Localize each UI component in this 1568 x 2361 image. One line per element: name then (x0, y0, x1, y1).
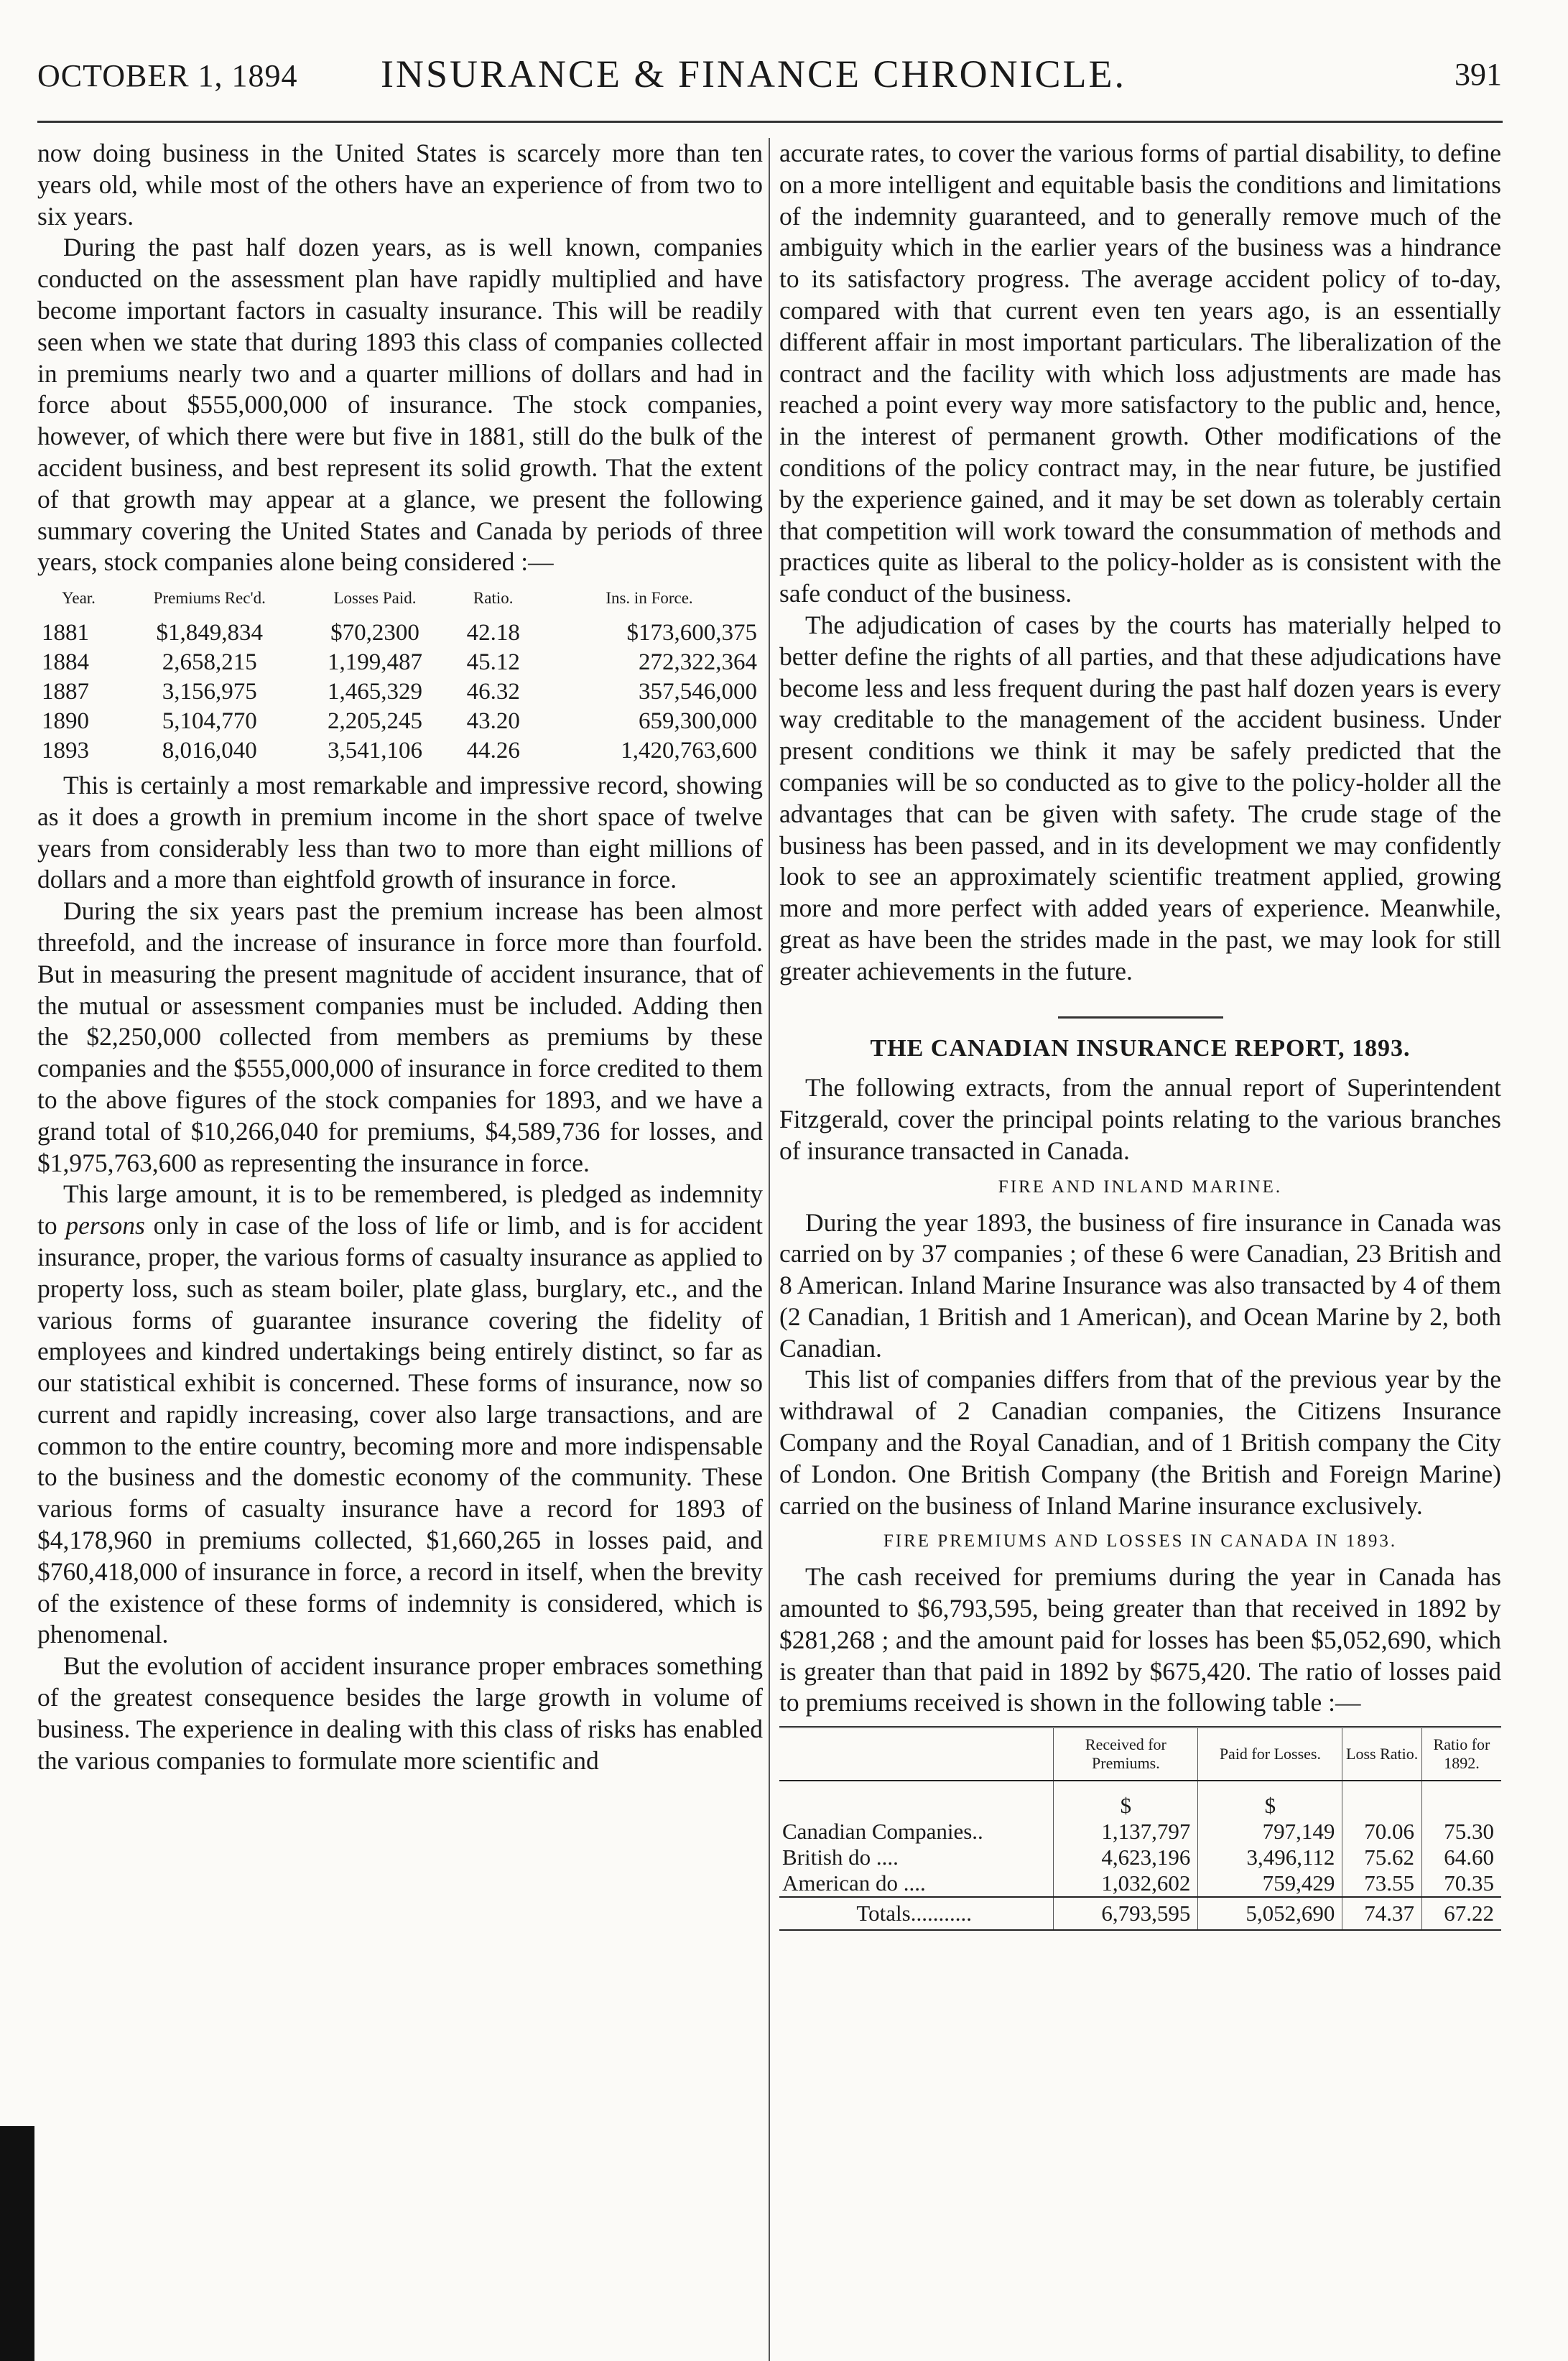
paragraph: accurate rates, to cover the various forms of partial disability, to define on a more intelligent and equitable basis the conditions and limitations of the indemnity guaranteed, and to generally remove much of the ambiguity which in the earlier years of the business was a hindrance to its satisfactory progress. The average accident policy of to-day, compared with that current even ten years ago, is an essentially different affair in most important particulars. The liberalization of the contract and the facility with which loss adjustments are made has reached a point every way more satisfactory to the public and, hence, in the interest of permanent growth. Other modifications of the conditions of the policy contract may, in the near future, be justified by the experience gained, and it may be set down as tolerably certain that competition will work toward the consummation of methods and practices quite as liberal to the policy-holder as is consistent with the safe conduct of the business. (779, 139, 1501, 608)
paragraph (37, 1179, 763, 1651)
table-cell: 1,420,763,600 (621, 737, 757, 764)
subheading: FIRE PREMIUMS AND LOSSES IN CANADA IN 1893. (883, 1531, 1398, 1551)
table-cell: 3,496,112 (1198, 1845, 1342, 1870)
table-cell: $70,2300 (330, 619, 419, 646)
subheading: FIRE AND INLAND MARINE. (998, 1177, 1283, 1197)
table-cell: 70.35 (1421, 1870, 1501, 1897)
emphasis: persons (65, 1211, 145, 1240)
section-title: THE CANADIAN INSURANCE REPORT, 1893. (870, 1034, 1411, 1062)
premiums-table-header (779, 1727, 1501, 1781)
paragraph: This is certainly a most remarkable and impressive record, showing as it does a growth in premium income in the short space of twelve years from considerably less than two to more than eight millions of dollars and a more than eightfold growth of insurance in force. (37, 770, 763, 894)
table-cell: American do .... (782, 1870, 926, 1896)
table-row (779, 1870, 1501, 1897)
column-header: Losses Paid. (333, 589, 417, 608)
table-cell: 75.62 (1342, 1845, 1422, 1870)
table-cell: Canadian Companies.. (782, 1819, 983, 1845)
table-cell: 272,322,364 (639, 649, 757, 675)
table-cell: $173,600,375 (626, 619, 757, 646)
table-cell: 1884 (42, 649, 89, 675)
table-cell: 1893 (42, 737, 89, 764)
table-cell: $ (1054, 1781, 1198, 1819)
table-cell: 1,465,329 (327, 678, 422, 705)
totals-row (779, 1897, 1501, 1930)
table-cell: 1887 (42, 678, 89, 705)
table-row (779, 1845, 1501, 1870)
column-header (779, 1727, 1054, 1781)
table-cell: 70.06 (1342, 1819, 1422, 1845)
premiums-losses-table (779, 1726, 1501, 1931)
column-header: Paid for Losses. (1198, 1727, 1342, 1781)
table-cell: 74.37 (1342, 1897, 1422, 1930)
page-number: 391 (1455, 57, 1502, 92)
column-header: Received for Premiums. (1054, 1727, 1198, 1781)
table-cell: 45.12 (466, 649, 520, 675)
table-row (37, 707, 763, 736)
table-cell: Totals........... (779, 1897, 1054, 1930)
table-cell: 1890 (42, 708, 89, 734)
paragraph: This list of companies differs from that of the previous year by the withdrawal of 2 Canadian companies, the Citizens Insurance Company and the Royal Canadian, and of 1 British company the City of London. One British Company (the British and Foreign Marine) carried on the business of Inland Marine insurance exclusively. (779, 1365, 1501, 1520)
table-cell: 3,541,106 (327, 737, 422, 764)
text-run: only in case of the loss of life or limb, and is for accident insurance, proper, the various forms of casualty insurance as applied to property loss, such as steam boiler, plate glass, burglary, etc., and the various forms of guarantee insurance covering the fidelity of employees and kindred undertakings being entirely distinct, so far as our statistical exhibit is concerned. These forms of insurance, now so current and rapidly increasing, cover also large transactions, and are common to the entire country, becoming more and more indispensable to the business and the domestic economy of the community. These various forms of casualty insurance have a record for 1893 of $4,178,960 in premiums collected, $1,660,265 in losses paid, and $760,418,000 of insurance in force, a record in itself, when the brevity of the existence of these forms of indemnity is considered, which is phenomenal. (37, 1211, 763, 1649)
table-cell: 44.26 (466, 737, 520, 764)
table-cell (1342, 1781, 1422, 1819)
table-cell: $ (1198, 1781, 1342, 1819)
table-cell: 659,300,000 (639, 708, 757, 734)
scan-edge-shadow (0, 2126, 34, 2361)
table-cell (1421, 1781, 1501, 1819)
table-cell: 1,137,797 (1054, 1819, 1198, 1845)
table-cell: 42.18 (466, 619, 520, 646)
table-cell: 2,658,215 (162, 649, 257, 675)
table-cell: 6,793,595 (1054, 1897, 1198, 1930)
column-header: Loss Ratio. (1342, 1727, 1422, 1781)
table-cell: 73.55 (1342, 1870, 1422, 1897)
table-cell: 4,623,196 (1054, 1845, 1198, 1870)
paragraph: But the evolution of accident insurance proper embraces something of the greatest consequence besides the large growth in volume of business. The experience in dealing with this class of risks has enabled the various companies to formulate more scientific and (37, 1651, 763, 1775)
table-cell: 67.22 (1421, 1897, 1501, 1930)
table-cell: 1881 (42, 619, 89, 646)
table-cell: 1,032,602 (1054, 1870, 1198, 1897)
column-header: Premiums Rec'd. (153, 589, 266, 608)
column-header: Ratio for 1892. (1421, 1727, 1501, 1781)
text-run: This large amount, it is to be remembered, is pledged as indemnity to (37, 1179, 763, 1240)
table-cell: 759,429 (1198, 1870, 1342, 1897)
section-rule (1058, 1016, 1223, 1019)
paragraph: The adjudication of cases by the courts has materially helped to better define the rights of all parties, and that these adjudications have become less and less frequent during the past half dozen years is every way creditable to the management of the accident business. Under present conditions we think it may be safely predicted that the companies will be so conducted as to give to the policy-holder all the advantages that can be given with safety. The crude stage of the business has been passed, and in its development we may confidently look to see an approximately scientific treatment applied, growing more and more perfect with added years of experience. Meanwhile, great as have been the strides made in the past, we may look for still greater achievements in the future. (779, 610, 1501, 985)
left-column (37, 138, 763, 1776)
paragraph: During the year 1893, the business of fire insurance in Canada was carried on by 37 companies ; of these 6 were Canadian, 23 British and 8 American. Inland Marine Insurance was also transacted by 4 of them (2 Canadian, 1 British and 1 American), and Ocean Marine by 2, both Canadian. (779, 1207, 1501, 1363)
table-cell: 5,104,770 (162, 708, 257, 734)
table-cell: 2,205,245 (327, 708, 422, 734)
summary-table (37, 581, 763, 766)
table-cell: 797,149 (1198, 1819, 1342, 1845)
table-row (37, 648, 763, 677)
table-cell: 5,052,690 (1198, 1897, 1342, 1930)
table-cell: 43.20 (466, 708, 520, 734)
publication-title: INSURANCE & FINANCE CHRONICLE. (381, 52, 1127, 96)
table-row (37, 736, 763, 766)
table-cell: $1,849,834 (156, 619, 264, 646)
summary-table-header (37, 581, 763, 618)
paragraph: The following extracts, from the annual report of Superintendent Fitzgerald, cover the principal points relating to the various branches of insurance transacted in Canada. (779, 1073, 1501, 1165)
table-cell: 1,199,487 (327, 649, 422, 675)
table-cell: 3,156,975 (162, 678, 257, 705)
paragraph: now doing business in the United States is scarcely more than ten years old, while most of the others have an experience of from two to six years. (37, 139, 763, 231)
issue-date: OCTOBER 1, 1894 (37, 58, 298, 93)
column-header: Ins. in Force. (606, 589, 693, 608)
table-row (37, 677, 763, 707)
table-cell: 46.32 (466, 678, 520, 705)
header-rule (37, 121, 1503, 123)
right-column (779, 138, 1501, 1931)
table-cell: 64.60 (1421, 1845, 1501, 1870)
table-row (37, 618, 763, 648)
paragraph: During the six years past the premium increase has been almost threefold, and the increase of insurance in force more than fourfold. But in measuring the present magnitude of accident insurance, that of the mutual or assessment companies must be included. Adding then the $2,250,000 collected from members as premiums by these companies and the $555,000,000 of insurance in force credited to them to the above figures of the stock companies for 1893, and we have a grand total of $10,266,040 for premiums, $4,589,736 for losses, and $1,975,763,600 as representing the insurance in force. (37, 896, 763, 1177)
currency-row (779, 1781, 1501, 1819)
paragraph: During the past half dozen years, as is well known, companies conducted on the assessment plan have rapidly multiplied and have become important factors in casualty insurance. This will be readily seen when we state that during 1893 this class of companies collected in premiums nearly two and a quarter millions of dollars and had in force about $555,000,000 of insurance. The stock companies, however, of which there were but five in 1881, still do the bulk of the accident business, and best represent its solid growth. That the extent of that growth may appear at a glance, we present the following summary covering the United States and Canada by periods of three years, stock companies alone being considered :— (37, 233, 763, 577)
table-cell: British do .... (782, 1845, 899, 1870)
column-header: Year. (62, 589, 96, 608)
table-cell: 357,546,000 (639, 678, 757, 705)
column-divider (769, 138, 770, 2361)
column-header: Ratio. (473, 589, 514, 608)
table-cell: 8,016,040 (162, 737, 257, 764)
page-header (0, 52, 1568, 109)
paragraph: The cash received for premiums during the year in Canada has amounted to $6,793,595, being greater than that received in 1892 by $281,268 ; and the amount paid for losses has been $5,052,690, which is greater than that paid in 1892 by $675,420. The ratio of losses paid to premiums received is shown in the following table :— (779, 1562, 1501, 1717)
table-cell: 75.30 (1421, 1819, 1501, 1845)
table-cell (779, 1781, 1054, 1819)
table-row (779, 1819, 1501, 1845)
